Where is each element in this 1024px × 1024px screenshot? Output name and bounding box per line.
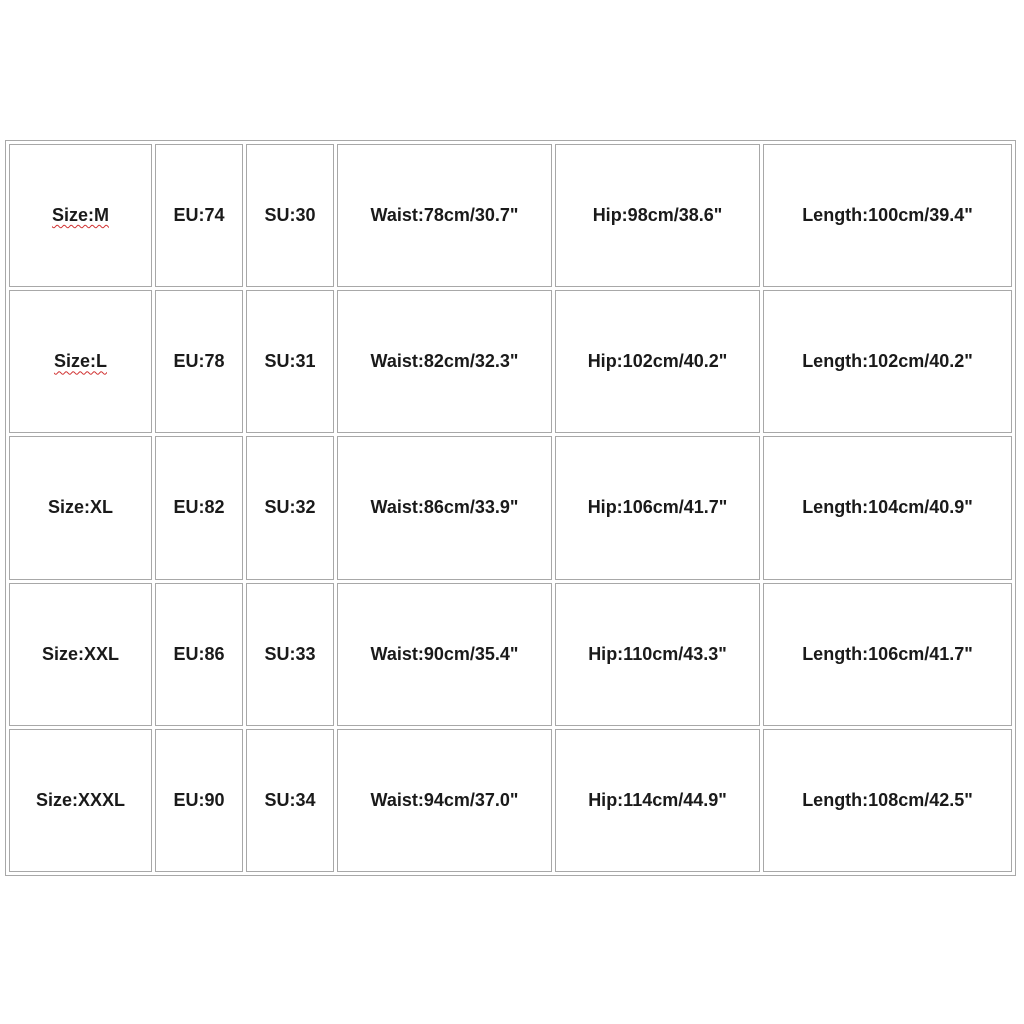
hip-cell: Hip:98cm/38.6" (555, 144, 760, 287)
eu-size-cell: EU:86 (155, 583, 243, 726)
length-cell: Length:108cm/42.5" (763, 729, 1012, 872)
table-row (9, 290, 1012, 433)
hip-cell: Hip:102cm/40.2" (555, 290, 760, 433)
length-cell: Length:102cm/40.2" (763, 290, 1012, 433)
eu-size-cell: EU:78 (155, 290, 243, 433)
su-size-cell: SU:34 (246, 729, 334, 872)
length-cell: Length:106cm/41.7" (763, 583, 1012, 726)
eu-size-cell: EU:82 (155, 436, 243, 579)
waist-cell: Waist:94cm/37.0" (337, 729, 552, 872)
su-size-cell: SU:31 (246, 290, 334, 433)
su-size-cell: SU:32 (246, 436, 334, 579)
size-cell: Size:XL (9, 436, 152, 579)
eu-size-cell: EU:74 (155, 144, 243, 287)
su-size-cell: SU:30 (246, 144, 334, 287)
hip-cell: Hip:106cm/41.7" (555, 436, 760, 579)
size-cell: Size:XXL (9, 583, 152, 726)
length-cell: Length:104cm/40.9" (763, 436, 1012, 579)
hip-cell: Hip:110cm/43.3" (555, 583, 760, 726)
length-cell: Length:100cm/39.4" (763, 144, 1012, 287)
table-row (9, 144, 1012, 287)
waist-cell: Waist:86cm/33.9" (337, 436, 552, 579)
waist-cell: Waist:82cm/32.3" (337, 290, 552, 433)
hip-cell: Hip:114cm/44.9" (555, 729, 760, 872)
eu-size-cell: EU:90 (155, 729, 243, 872)
size-cell: Size:M (9, 144, 152, 287)
waist-cell: Waist:90cm/35.4" (337, 583, 552, 726)
su-size-cell: SU:33 (246, 583, 334, 726)
size-chart-table (5, 140, 1016, 876)
table-row (9, 729, 1012, 872)
waist-cell: Waist:78cm/30.7" (337, 144, 552, 287)
size-cell: Size:XXXL (9, 729, 152, 872)
table-row (9, 436, 1012, 579)
size-cell: Size:L (9, 290, 152, 433)
table-row (9, 583, 1012, 726)
